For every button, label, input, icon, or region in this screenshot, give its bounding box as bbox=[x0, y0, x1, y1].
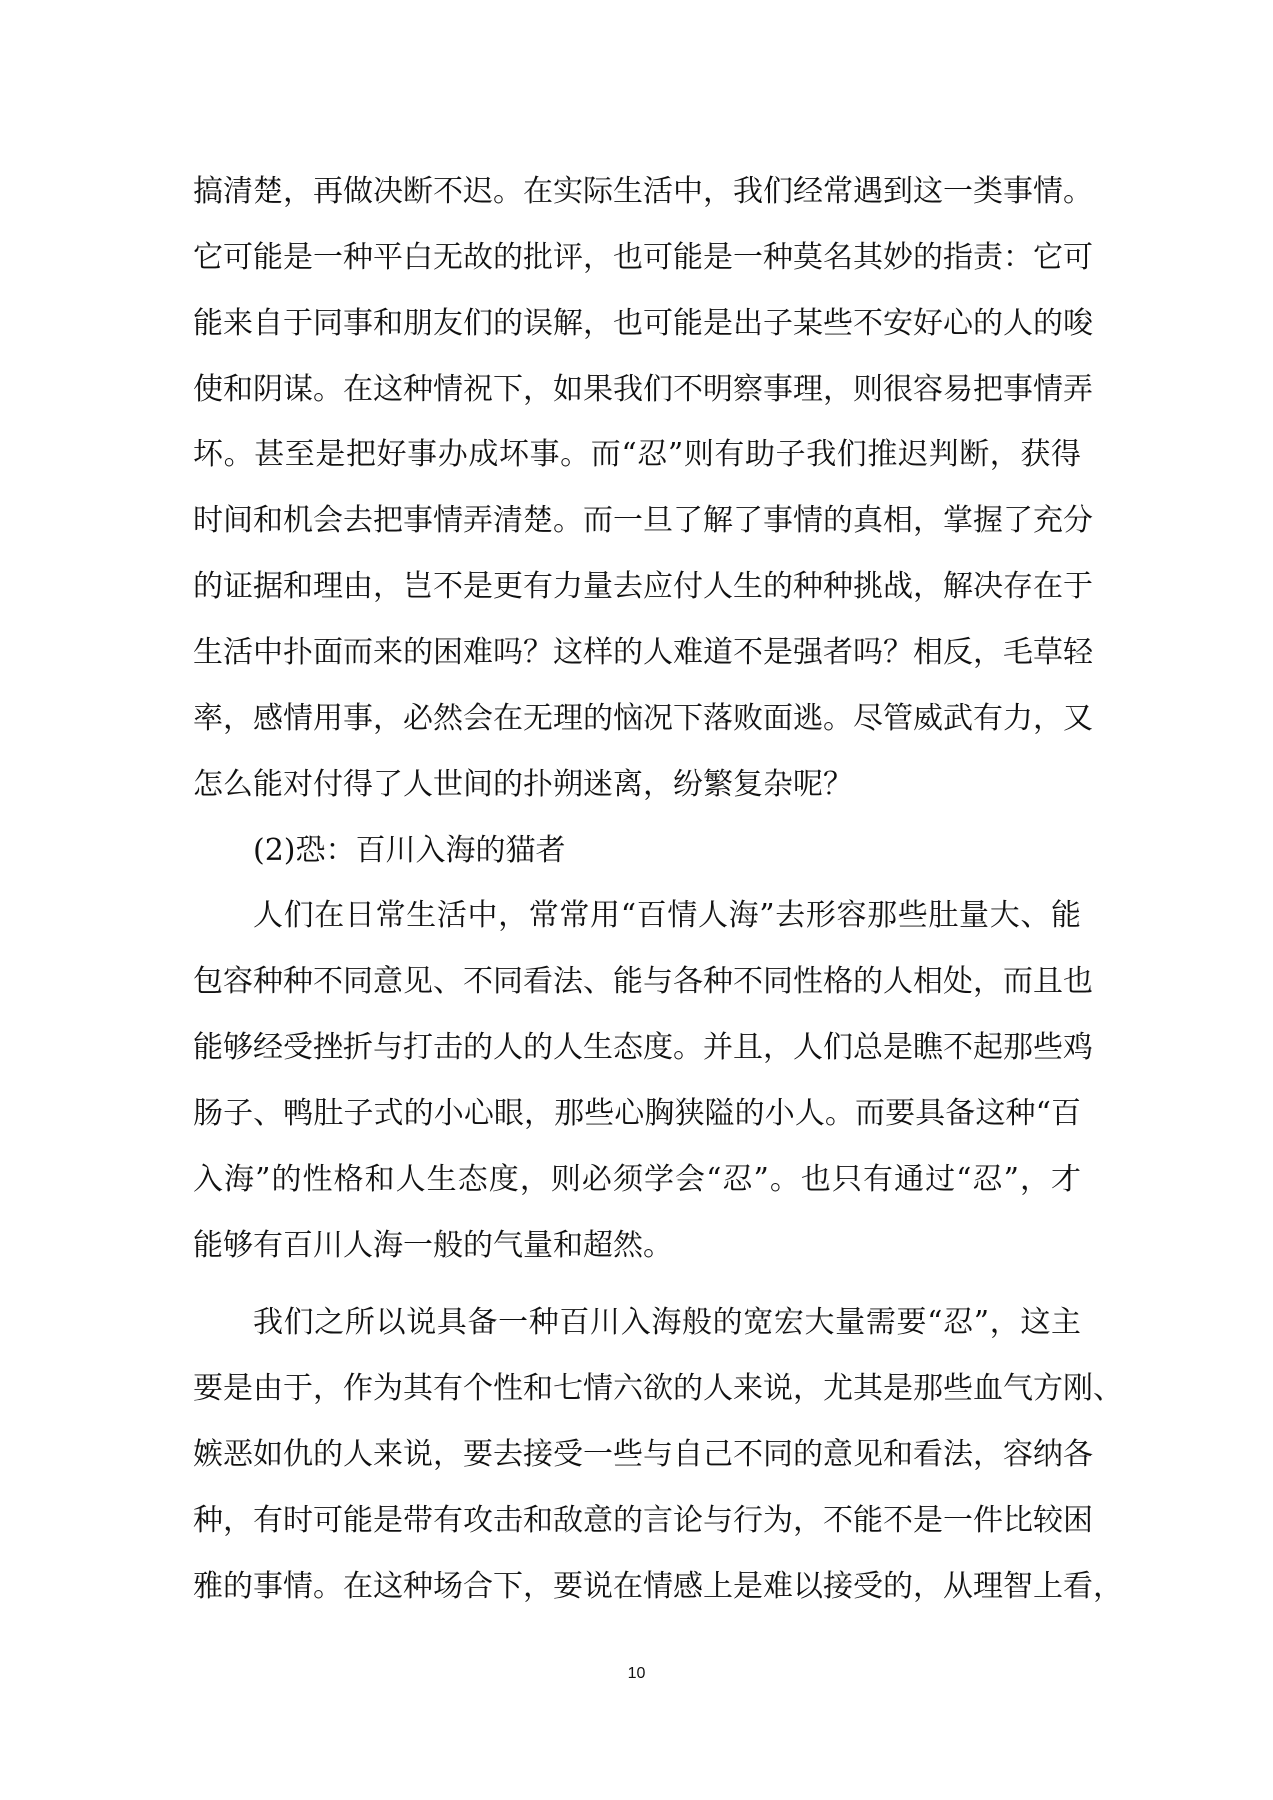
text-line: 的证据和理由，岂不是更有力量去应付人生的种种挑战，解决存在于 bbox=[193, 569, 1093, 604]
text-line: 包容种种不同意见、不同看法、能与各种不同性格的人相处，而且也 bbox=[193, 964, 1093, 999]
text-line: 雅的事情。在这种场合下，要说在情感上是难以接受的，从理智上看， bbox=[193, 1569, 1123, 1604]
section-heading: (2)恐：百川入海的猫者 bbox=[253, 833, 566, 868]
text-line: 使和阴谋。在这种情祝下，如果我们不明察事理，则很容易把事情弄 bbox=[193, 372, 1093, 407]
text-line: 要是由于，作为其有个性和七情六欲的人来说，尤其是那些血气方刚、 bbox=[193, 1371, 1123, 1406]
text-line: 搞清楚，再做决断不迟。在实际生活中，我们经常遇到这一类事情。 bbox=[193, 174, 1093, 209]
text-line: 率，感情用事，必然会在无理的恼况下落败面逃。尽管威武有力，又 bbox=[193, 701, 1093, 736]
text-line: 肠子、鸭肚子式的小心眼，那些心胸狭隘的小人。而要具备这种“百 bbox=[193, 1096, 1081, 1131]
text-line: 嫉恶如仇的人来说，要去接受一些与自己不同的意见和看法，容纳各 bbox=[193, 1437, 1093, 1472]
text-line: 我们之所以说具备一种百川入海般的宽宏大量需要“忍”，这主 bbox=[253, 1305, 1081, 1340]
text-line: 人们在日常生活中，常常用“百情人海”去形容那些肚量大、能 bbox=[253, 898, 1081, 933]
text-line: 能来自于同事和朋友们的误解，也可能是出子某些不安好心的人的唆 bbox=[193, 306, 1093, 341]
text-line: 坏。甚至是把好事办成坏事。而“忍”则有助子我们推迟判断，获得 bbox=[193, 437, 1081, 472]
text-line: 入海”的性格和人生态度，则必须学会“忍”。也只有通过“忍”，才 bbox=[193, 1162, 1081, 1197]
text-line: 能够有百川人海一般的气量和超然。 bbox=[193, 1228, 673, 1263]
text-line: 时间和机会去把事情弄清楚。而一旦了解了事情的真相，掌握了充分 bbox=[193, 503, 1093, 538]
text-line: 种，有时可能是带有攻击和敌意的言论与行为，不能不是一件比较困 bbox=[193, 1503, 1093, 1538]
text-line: 怎么能对付得了人世间的扑朔迷离，纷繁复杂呢？ bbox=[193, 767, 853, 802]
text-line: 生活中扑面而来的困难吗？这样的人难道不是强者吗？相反，毛草轻 bbox=[193, 635, 1093, 670]
text-line: 它可能是一种平白无故的批评，也可能是一种莫名其妙的指责：它可 bbox=[193, 240, 1093, 275]
page-number: 10 bbox=[627, 1665, 646, 1682]
text-line: 能够经受挫折与打击的人的人生态度。并且，人们总是瞧不起那些鸡 bbox=[193, 1030, 1093, 1065]
